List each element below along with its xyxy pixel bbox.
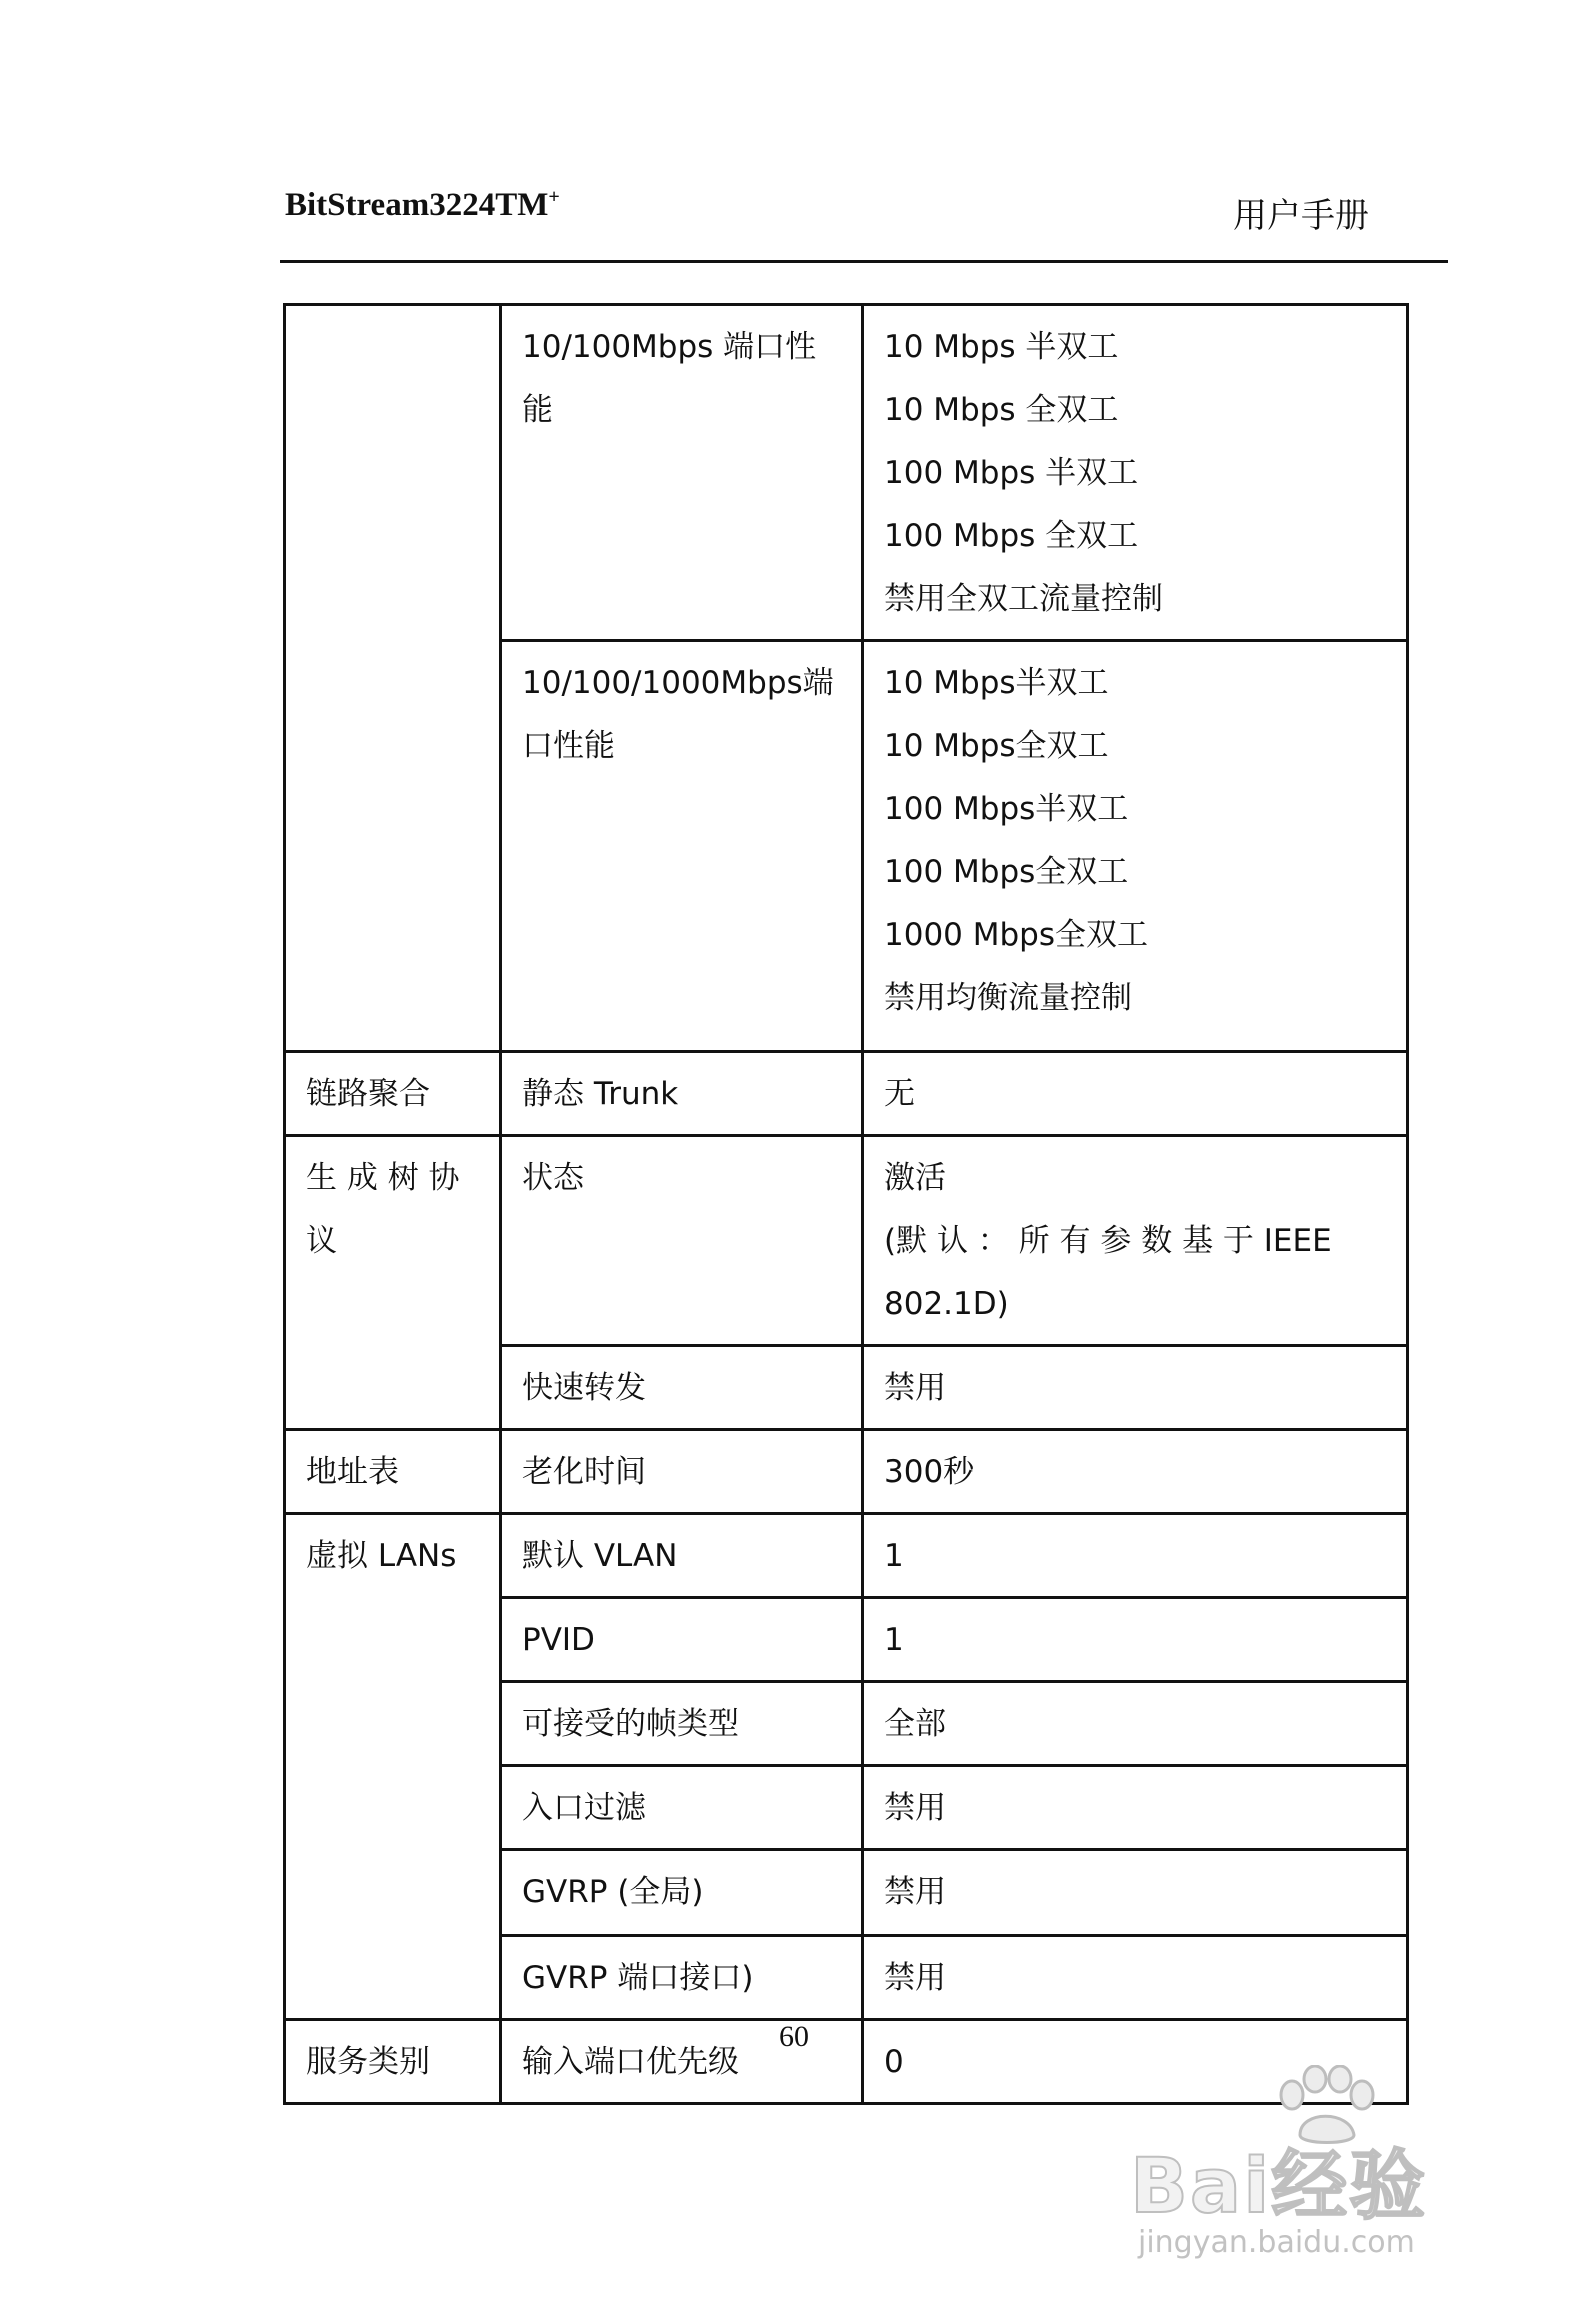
category-cell: 服务类别 [285, 2020, 501, 2104]
value-cell: 全部 [863, 1682, 1408, 1766]
watermark-logo: Bai经验 [1130, 2141, 1428, 2230]
document-title: BitStream3224TM+ [285, 186, 560, 223]
item-cell: PVID [501, 1598, 863, 1682]
table-row [285, 305, 1408, 641]
item-cell: 老化时间 [501, 1430, 863, 1514]
item-cell: GVRP (全局) [501, 1850, 863, 1936]
item-cell: 可接受的帧类型 [501, 1682, 863, 1766]
item-cell: 快速转发 [501, 1346, 863, 1430]
value-cell: 禁用 [863, 1766, 1408, 1850]
item-cell: 状态 [501, 1136, 863, 1346]
value-cell: 300秒 [863, 1430, 1408, 1514]
table-row [285, 1430, 1408, 1514]
item-cell: 入口过滤 [501, 1766, 863, 1850]
item-cell: GVRP 端口接口) [501, 1936, 863, 2020]
value-cell: 1 [863, 1598, 1408, 1682]
watermark-url: jingyan.baidu.com [1138, 2225, 1415, 2260]
spec-table [283, 303, 1409, 2105]
manual-label: 用户手册 [1233, 196, 1369, 236]
value-cell: 禁用 [863, 1936, 1408, 2020]
table-row [285, 1514, 1408, 1598]
category-cell: 虚拟 LANs [285, 1514, 501, 2020]
watermark [1130, 2065, 1510, 2265]
item-cell: 默认 VLAN [501, 1514, 863, 1598]
value-cell: 禁用 [863, 1346, 1408, 1430]
page-number: 60 [779, 2020, 809, 2053]
item-cell: 10/100Mbps 端口性 能 [501, 305, 863, 641]
value-cell: 禁用 [863, 1850, 1408, 1936]
category-cell: 链路聚合 [285, 1052, 501, 1136]
value-cell: 10 Mbps半双工 10 Mbps全双工 100 Mbps半双工 100 Mbps全双工 1000 Mbps全双工 禁用均衡流量控制 [863, 641, 1408, 1052]
value-cell: 激活 (默 认 ： 所 有 参 数 基 于 IEEE 802.1D) [863, 1136, 1408, 1346]
value-cell: 10 Mbps 半双工 10 Mbps 全双工 100 Mbps 半双工 100 Mbps 全双工 禁用全双工流量控制 [863, 305, 1408, 641]
category-cell-empty [285, 305, 501, 1052]
item-cell: 10/100/1000Mbps端 口性能 [501, 641, 863, 1052]
item-cell: 输入端口优先级 [501, 2020, 863, 2104]
value-cell: 无 [863, 1052, 1408, 1136]
item-cell: 静态 Trunk [501, 1052, 863, 1136]
category-cell: 地址表 [285, 1430, 501, 1514]
table-row [285, 1052, 1408, 1136]
table-row [285, 1136, 1408, 1346]
value-cell: 0 [863, 2020, 1408, 2104]
value-cell: 1 [863, 1514, 1408, 1598]
header-divider [280, 260, 1448, 263]
category-cell: 生 成 树 协 议 [285, 1136, 501, 1430]
title-superscript: + [548, 186, 560, 208]
